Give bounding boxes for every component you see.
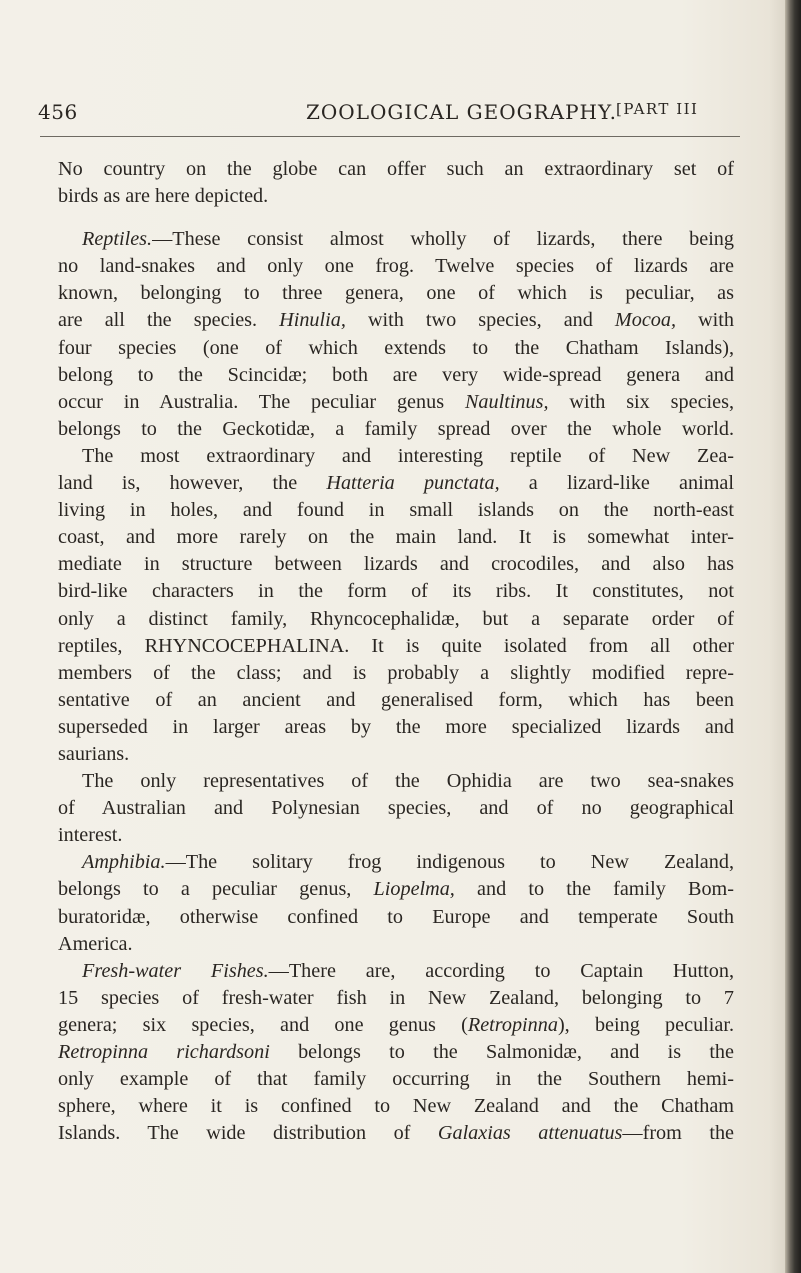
part-label: [PART III [616, 100, 699, 118]
body-text [58, 156, 734, 1147]
text-line [58, 741, 734, 768]
italic-text-run: Hinulia, [279, 309, 346, 332]
text-run: sentative of an ancient and generalised form, which has been [58, 688, 734, 711]
text-run: 15 species of fresh-water fish in New Zealand, belonging to 7 [58, 986, 734, 1009]
italic-text-run: Amphibia. [82, 851, 166, 874]
text-line [58, 958, 734, 985]
text-run: ), being peculiar. [557, 1013, 734, 1036]
text-line [58, 985, 734, 1012]
text-run: mediate in structure between lizards and crocodiles, and also has [58, 553, 734, 576]
text-line [58, 307, 734, 334]
text-run: with two species, and [345, 309, 615, 332]
text-line [58, 606, 734, 633]
header-rule [40, 136, 740, 137]
text-line [58, 849, 734, 876]
text-run: only a distinct family, Rhyncocephalidæ, but a separate order of [58, 607, 734, 630]
text-line [58, 822, 734, 849]
text-line [58, 389, 734, 416]
italic-text-run: Retropinna richardsoni [58, 1041, 270, 1063]
italic-text-run: Naultinus, [464, 390, 549, 413]
text-run: coast, and more rarely on the main land. It is somewhat inter- [58, 526, 734, 549]
paragraph-gap [58, 210, 734, 226]
text-run: —There are, according to Captain Hutton, [268, 959, 734, 982]
text-line [58, 335, 734, 362]
text-line [58, 578, 734, 605]
text-line [58, 183, 734, 210]
text-run: are all the species. [58, 309, 280, 332]
text-run: with six species, [548, 390, 734, 413]
text-run: four species (one of which extends to the Chatham Islands), [58, 336, 734, 359]
text-run: belong to the Scincidæ; both are very wide-spread genera and [58, 363, 734, 386]
text-run: The most extraordinary and interesting reptile of New Zea- [82, 444, 734, 467]
text-line [58, 931, 734, 958]
text-run: —The solitary frog indigenous to New Zealand, [165, 851, 734, 874]
italic-text-run: Fresh-water Fishes. [82, 959, 269, 982]
text-line [58, 280, 734, 307]
text-line [58, 470, 734, 497]
text-line [58, 660, 734, 687]
text-run: —from the [622, 1122, 734, 1145]
italic-text-run: Retropinna [467, 1013, 558, 1036]
text-line [58, 795, 734, 822]
text-line [58, 253, 734, 280]
italic-text-run: Reptiles. [82, 228, 153, 251]
text-line [58, 524, 734, 551]
text-run: no land-snakes and only one frog. Twelve species of lizards are [58, 255, 734, 278]
text-run: reptiles, RHYNCOCEPHALINA. It is quite isolated from all other [58, 634, 734, 657]
text-run: saurians. [58, 742, 130, 765]
text-run: land is, however, the [58, 472, 327, 495]
text-run: only example of that family occurring in the Southern hemi- [58, 1068, 734, 1091]
text-run: superseded in larger areas by the more specialized lizards and [58, 715, 734, 738]
italic-text-run: Liopelma, [373, 878, 455, 901]
text-run: interest. [58, 824, 123, 847]
text-line [58, 904, 734, 931]
text-run: belongs to the Geckotidæ, a family spread over the whole world. [58, 417, 734, 440]
text-run: living in holes, and found in small islands on the north-east [58, 499, 734, 522]
text-line [58, 156, 734, 183]
text-line [58, 443, 734, 470]
page-header [38, 100, 738, 130]
page-number: 456 [38, 100, 78, 124]
text-run: occur in Australia. The peculiar genus [58, 390, 465, 413]
text-line [58, 551, 734, 578]
text-run: The only representatives of the Ophidia are two sea-snakes [82, 770, 734, 793]
text-run: a lizard-like animal [499, 472, 734, 495]
text-line [58, 687, 734, 714]
text-run: bird-like characters in the form of its ribs. It constitutes, not [58, 580, 734, 603]
text-run: sphere, where it is confined to New Zealand and the Chatham [58, 1095, 734, 1118]
text-run: —These consist almost wholly of lizards, there being [152, 228, 734, 251]
text-line [58, 1093, 734, 1120]
text-line [58, 226, 734, 253]
text-line [58, 1066, 734, 1093]
text-run: buratoridæ, otherwise confined to Europe and temperate South [58, 905, 734, 928]
page-edge-shadow [785, 0, 801, 1273]
text-run: America. [58, 932, 133, 955]
text-line [58, 876, 734, 903]
text-line [58, 768, 734, 795]
text-run: belongs to a peculiar genus, [58, 878, 374, 901]
text-line [58, 1120, 734, 1147]
text-line [58, 416, 734, 443]
text-line [58, 497, 734, 524]
text-run: known, belonging to three genera, one of which is peculiar, as [58, 282, 734, 305]
italic-text-run: Mocoa, [614, 309, 677, 332]
text-line [58, 633, 734, 660]
text-line [58, 714, 734, 741]
running-title: ZOOLOGICAL GEOGRAPHY. [306, 100, 617, 124]
text-line [58, 1012, 734, 1039]
text-run: members of the class; and is probably a slightly modified repre- [58, 661, 734, 684]
text-run: with [676, 309, 734, 332]
text-run: and to the family Bom- [454, 878, 734, 901]
italic-text-run: Galaxias attenuatus [437, 1122, 623, 1145]
text-run: genera; six species, and one genus ( [58, 1013, 468, 1036]
text-run: Islands. The wide distribution of [58, 1122, 438, 1145]
text-line [58, 362, 734, 389]
text-run: of Australian and Polynesian species, and of no geographical [58, 797, 734, 820]
text-run: No country on the globe can offer such an extraordinary set of [58, 158, 734, 180]
text-run: birds as are here depicted. [58, 185, 269, 208]
text-run: belongs to the Salmonidæ, and is the [269, 1041, 734, 1063]
italic-text-run: Hatteria punctata, [326, 472, 500, 495]
text-line [58, 1039, 734, 1066]
